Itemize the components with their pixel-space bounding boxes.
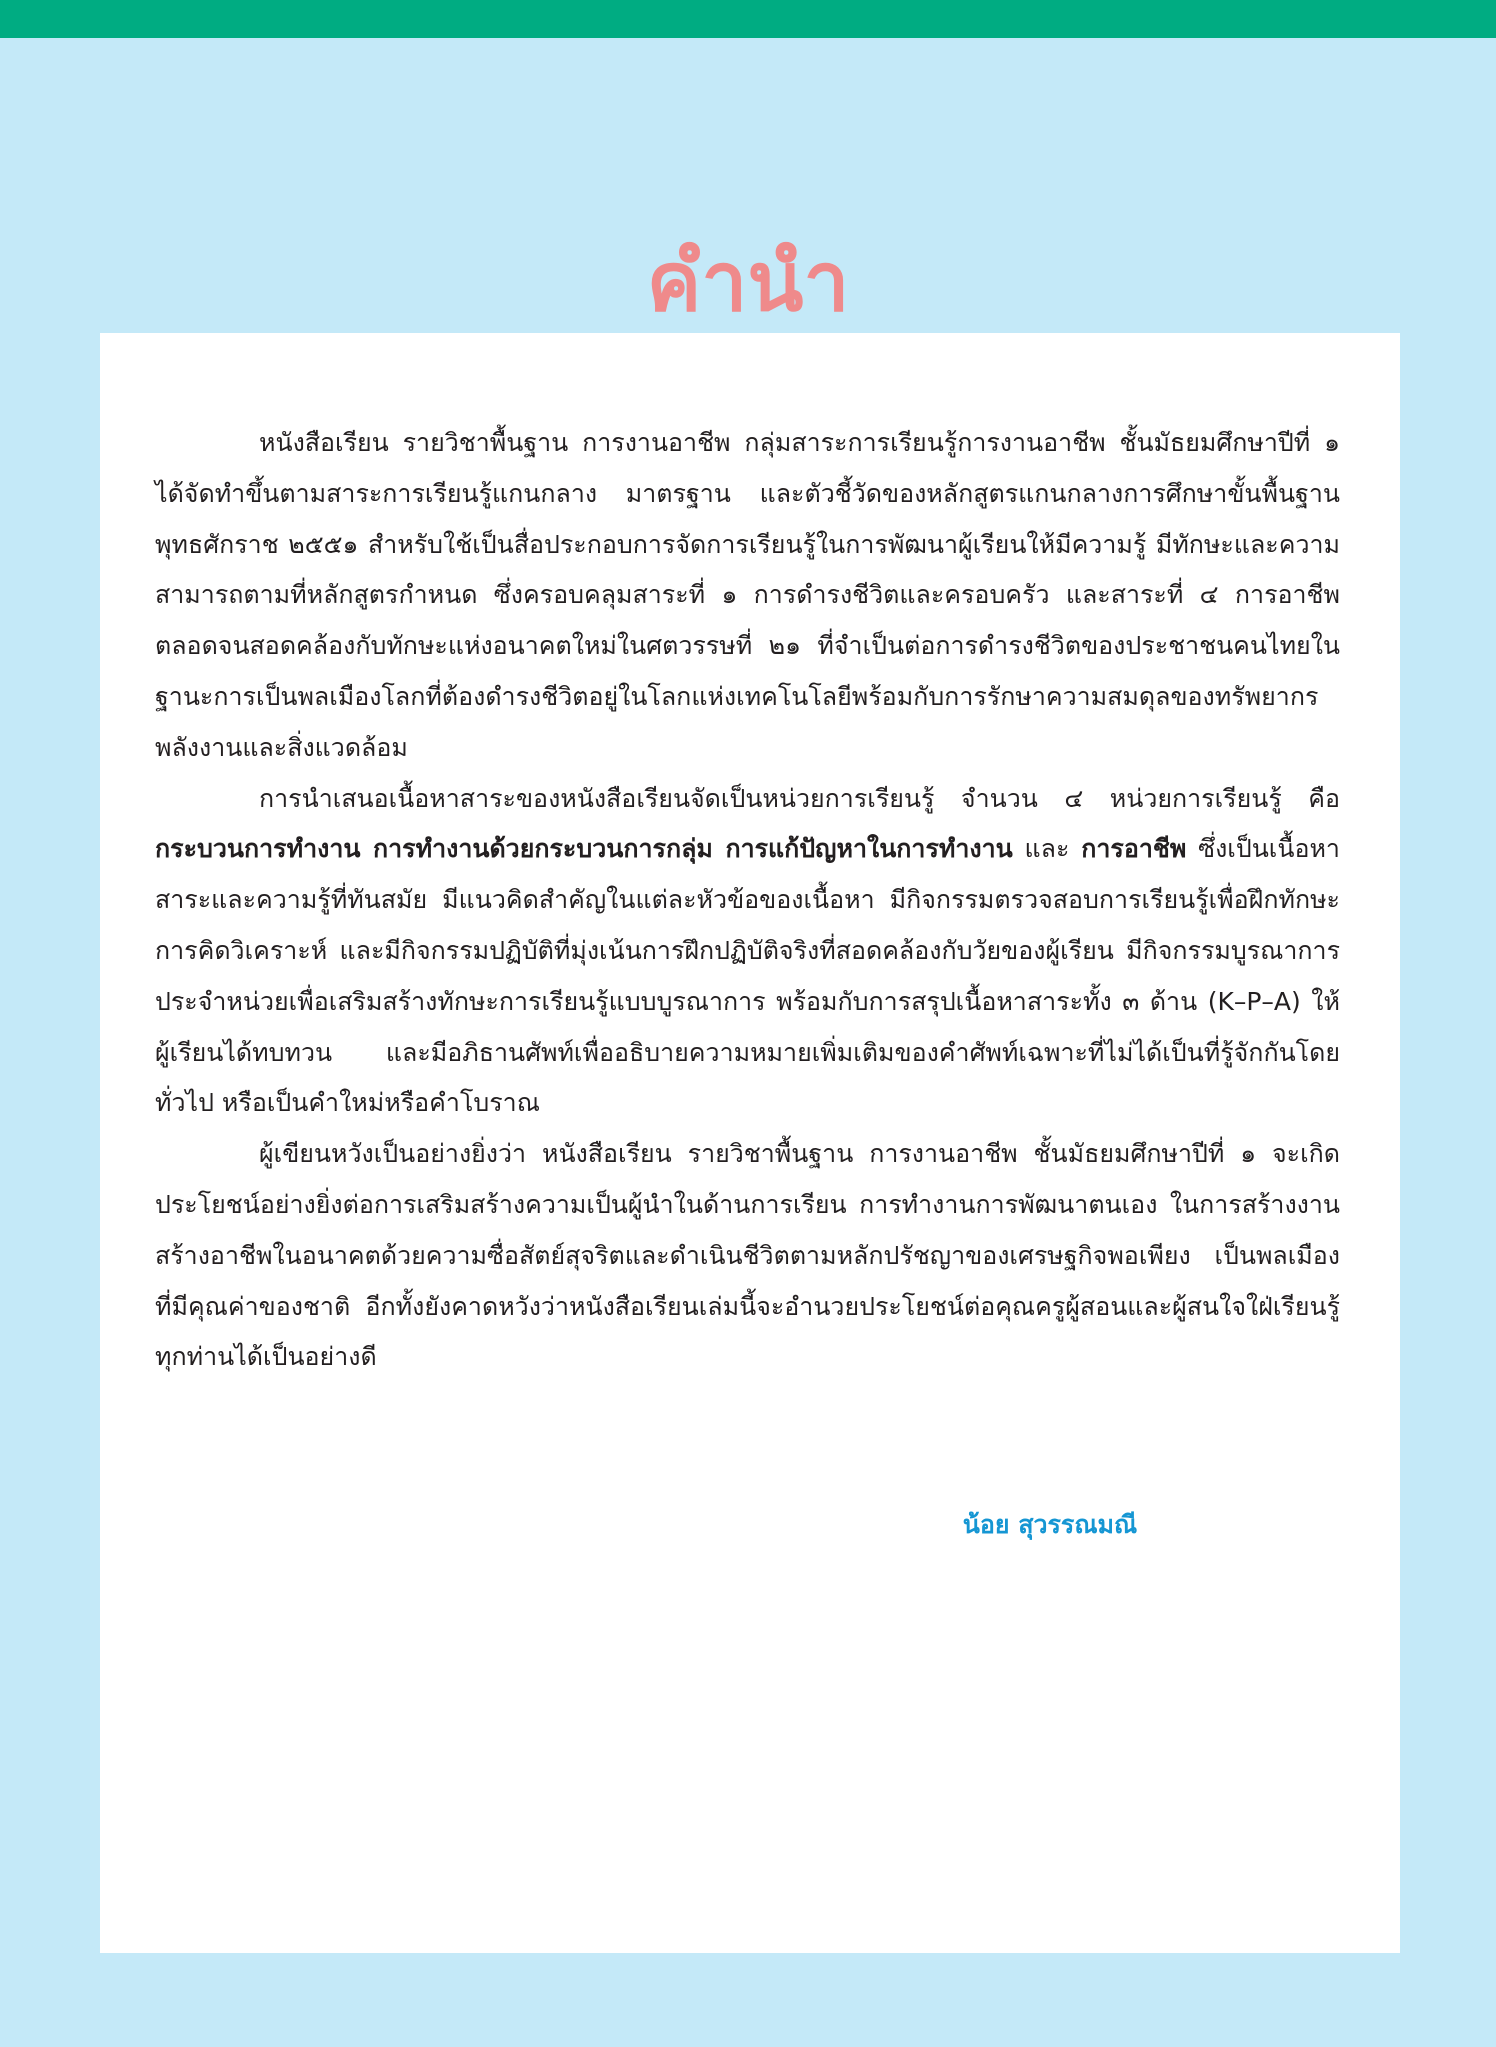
preface-paragraph-3: [155, 1129, 1340, 1383]
author-signature: น้อย สุวรรณมณี: [962, 1510, 1138, 1539]
paragraph-2-and: และ: [1024, 834, 1070, 864]
paragraph-3-text: ผู้เขียนหวังเป็นอย่างยิ่งว่า หนังสือเรียน รายวิชาพื้นฐาน การงานอาชีพ ชั้นมัธยมศึกษาปีที่ ๑ จะเกิดประโยชน์อย่างยิ่งต่อการเสริมสร้างความเป็นผู้นำในด้านการเรียน การทำงานการพัฒนาตนเอง ในการสร้างงาน สร้างอาชีพในอนาคตด้วยความซื่อสัตย์สุจริตและดำเนินชีวิตตามหลักปรัชญาของเศรษฐกิจพอเพียง เป็นพลเมืองที่มีคุณค่าของชาติ อีกทั้งยังคาดหวังว่าหนังสือเรียนเล่มนี้จะอำนวยประโยชน์ต่อคุณครูผู้สอนและผู้สนใจใฝ่เรียนรู้ทุกท่านได้เป็นอย่างดี: [155, 1139, 1340, 1372]
paragraph-2-intro: การนำเสนอเนื้อหาสาระของหนังสือเรียนจัดเป็นหน่วยการเรียนรู้ จำนวน ๔ หน่วยการเรียนรู้ คือ: [259, 783, 1340, 813]
page-title: คำนำ: [646, 235, 850, 330]
paragraph-2-career-bold: การอาชีพ: [1081, 834, 1187, 864]
paragraph-1-text: หนังสือเรียน รายวิชาพื้นฐาน การงานอาชีพ กลุ่มสาระการเรียนรู้การงานอาชีพ ชั้นมัธยมศึกษาปีที่ ๑ ได้จัดทำขึ้นตามสาระการเรียนรู้แกนกลาง มาตรฐาน และตัวชี้วัดของหลักสูตรแกนกลางการศึกษาขั้นพื้นฐาน พุทธศักราช ๒๕๕๑ สำหรับใช้เป็นสื่อประกอบการจัดการเรียนรู้ในการพัฒนาผู้เรียนให้มีความรู้ มีทักษะและความสามารถตามที่หลักสูตรกำหนด ซึ่งครอบคลุมสาระที่ ๑ การดำรงชีวิตและครอบครัว และสาระที่ ๔ การอาชีพ ตลอดจนสอดคล้องกับทักษะแห่งอนาคตใหม่ในศตวรรษที่ ๒๑ ที่จำเป็นต่อการดำรงชีวิตของประชาชนคนไทยในฐานะการเป็นพลเมืองโลกที่ต้องดำรงชีวิตอยู่ในโลกแห่งเทคโนโลยีพร้อมกับการรักษาความสมดุลของทรัพยากร พลังงานและสิ่งแวดล้อม: [155, 428, 1340, 762]
preface-paragraph-2: [155, 774, 1340, 1130]
top-accent-bar: [0, 0, 1496, 38]
preface-body: [155, 418, 1340, 1383]
paragraph-2-units-bold: กระบวนการทำงาน การทำงานด้วยกระบวนการกลุ่ม การแก้ปัญหาในการทำงาน: [155, 834, 1013, 864]
preface-paragraph-1: [155, 418, 1340, 774]
paragraph-2-rest: ซึ่งเป็นเนื้อหาสาระและความรู้ที่ทันสมัย มีแนวคิดสำคัญในแต่ละหัวข้อของเนื้อหา มีกิจกรรมตรวจสอบการเรียนรู้เพื่อฝึกทักษะการคิดวิเคราะห์ และมีกิจกรรมปฏิบัติที่มุ่งเน้นการฝึกปฏิบัติจริงที่สอดคล้องกับวัยของผู้เรียน มีกิจกรรมบูรณาการประจำหน่วยเพื่อเสริมสร้างทักษะการเรียนรู้แบบบูรณาการ พร้อมกับการสรุปเนื้อหาสาระทั้ง ๓ ด้าน (K–P–A) ให้ผู้เรียนได้ทบทวน และมีอภิธานศัพท์เพื่ออธิบายความหมายเพิ่มเติมของคำศัพท์เฉพาะที่ไม่ได้เป็นที่รู้จักกันโดยทั่วไป หรือเป็นคำใหม่หรือคำโบราณ: [155, 834, 1340, 1118]
